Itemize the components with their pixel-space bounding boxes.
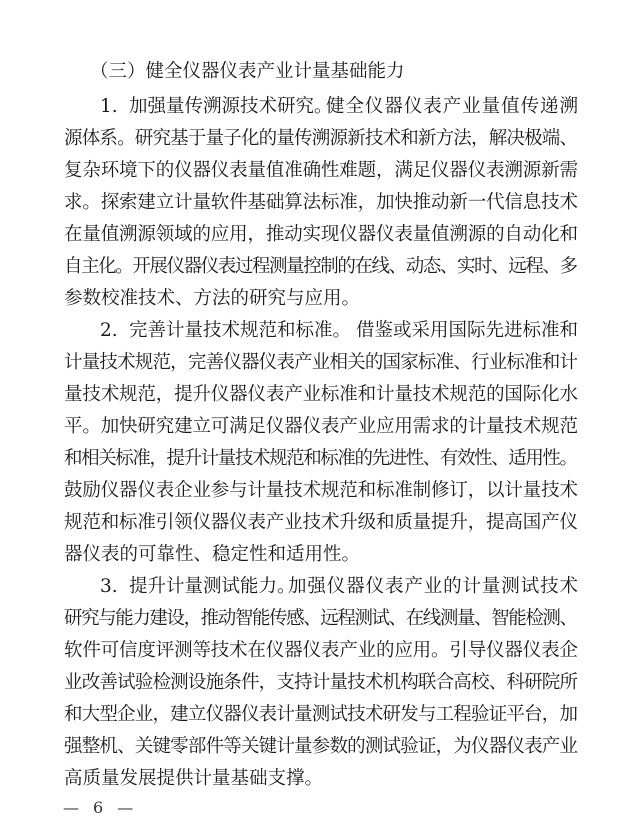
footer-dash-left: — <box>63 798 79 817</box>
paragraph-1-line-1 <box>0 91 642 123</box>
paragraph-1-line-3 <box>0 155 642 187</box>
paragraph-1-title: 加强量传溯源技术研究。 <box>129 96 333 117</box>
paragraph-2-line-4 <box>0 411 642 443</box>
paragraph-1-line-7 <box>0 283 642 315</box>
paragraph-3-line-7 <box>0 763 642 795</box>
paragraph-2-line-8 <box>0 539 642 571</box>
paragraph-1-text: 复杂环境下的仪器仪表量值准确性难题，满足仪器仪表溯源新需 <box>64 160 578 181</box>
paragraph-3-text: 软件可信度评测等技术在仪器仪表产业的应用。引导仪器仪表企 <box>64 640 578 661</box>
paragraph-2-text: 借鉴或采用国际先进标准和 <box>356 320 578 341</box>
paragraph-1-text: 求。探索建立计量软件基础算法标准，加快推动新一代信息技术 <box>64 192 578 213</box>
paragraph-2-title: 完善计量技术规范和标准。 <box>129 320 352 341</box>
page-footer <box>62 793 134 823</box>
footer-dash-right: — <box>117 798 134 817</box>
paragraph-2-line-3 <box>0 379 642 411</box>
paragraph-2-line-2 <box>0 347 642 379</box>
paragraph-1-text: 源体系。研究基于量子化的量传溯源新技术和新方法，解决极端、 <box>64 128 578 149</box>
paragraph-1-text: 参数校准技术、方法的研究与应用。 <box>64 288 361 309</box>
paragraph-3-title: 提升计量测试能力。 <box>129 576 296 597</box>
paragraph-2-line-5 <box>0 443 642 475</box>
paragraph-3-number: 3. <box>100 576 118 597</box>
paragraph-3-line-1 <box>0 571 642 603</box>
paragraph-1-text: 在量值溯源领域的应用，推动实现仪器仪表量值溯源的自动化和 <box>64 224 578 245</box>
section-heading: （三）健全仪器仪表产业计量基础能力 <box>90 61 405 82</box>
paragraph-2-text: 和相关标准，提升计量技术规范和标准的先进性、有效性、适用性。 <box>64 448 577 469</box>
paragraph-1-text: 健全仪器仪表产业量值传递溯 <box>326 96 579 117</box>
paragraph-2-line-1 <box>0 315 642 347</box>
paragraph-1-number: 1. <box>100 96 118 117</box>
paragraph-1-line-6 <box>0 251 642 283</box>
paragraph-1-line-4 <box>0 187 642 219</box>
paragraph-3-text: 和大型企业，建立仪器仪表计量测试技术研发与工程验证平台，加 <box>64 704 578 725</box>
paragraph-3-text: 研究与能力建设，推动智能传感、远程测试、在线测量、智能检测、 <box>64 608 577 629</box>
page-number: 6 <box>93 798 104 817</box>
paragraph-3-text: 强整机、关键零部件等关键计量参数的测试验证，为仪器仪表产业 <box>64 736 578 757</box>
paragraph-2-text: 平。加快研究建立可满足仪器仪表产业应用需求的计量技术规范 <box>64 416 578 437</box>
paragraph-1-line-5 <box>0 219 642 251</box>
paragraph-1-text: 自主化。开展仪器仪表过程测量控制的在线、动态、实时、远程、多 <box>64 256 577 277</box>
paragraph-3-text: 加强仪器仪表产业的计量测试技术 <box>288 576 579 597</box>
paragraph-2-text: 鼓励仪器仪表企业参与计量技术规范和标准制修订，以计量技术 <box>64 480 578 501</box>
paragraph-2-text: 器仪表的可靠性、稳定性和适用性。 <box>64 544 361 565</box>
paragraph-3-text: 业改善试验检测设施条件，支持计量技术机构联合高校、科研院所 <box>64 672 578 693</box>
paragraph-3-line-2 <box>0 603 642 635</box>
paragraph-2-line-6 <box>0 475 642 507</box>
paragraph-3-line-5 <box>0 699 642 731</box>
paragraph-2-number: 2. <box>100 320 118 341</box>
paragraph-3-line-3 <box>0 635 642 667</box>
paragraph-2-line-7 <box>0 507 642 539</box>
paragraph-3-line-4 <box>0 667 642 699</box>
paragraph-2-text: 量技术规范，提升仪器仪表产业标准和计量技术规范的国际化水 <box>64 384 578 405</box>
paragraph-2-text: 规范和标准引领仪器仪表产业技术升级和质量提升，提高国产仪 <box>64 512 578 533</box>
paragraph-1-line-2 <box>0 123 642 155</box>
section-heading-row <box>0 56 642 88</box>
paragraph-3-text: 高质量发展提供计量基础支撑。 <box>64 768 324 789</box>
paragraph-2-text: 计量技术规范，完善仪器仪表产业相关的国家标准、行业标准和计 <box>64 352 578 373</box>
paragraph-3-line-6 <box>0 731 642 763</box>
